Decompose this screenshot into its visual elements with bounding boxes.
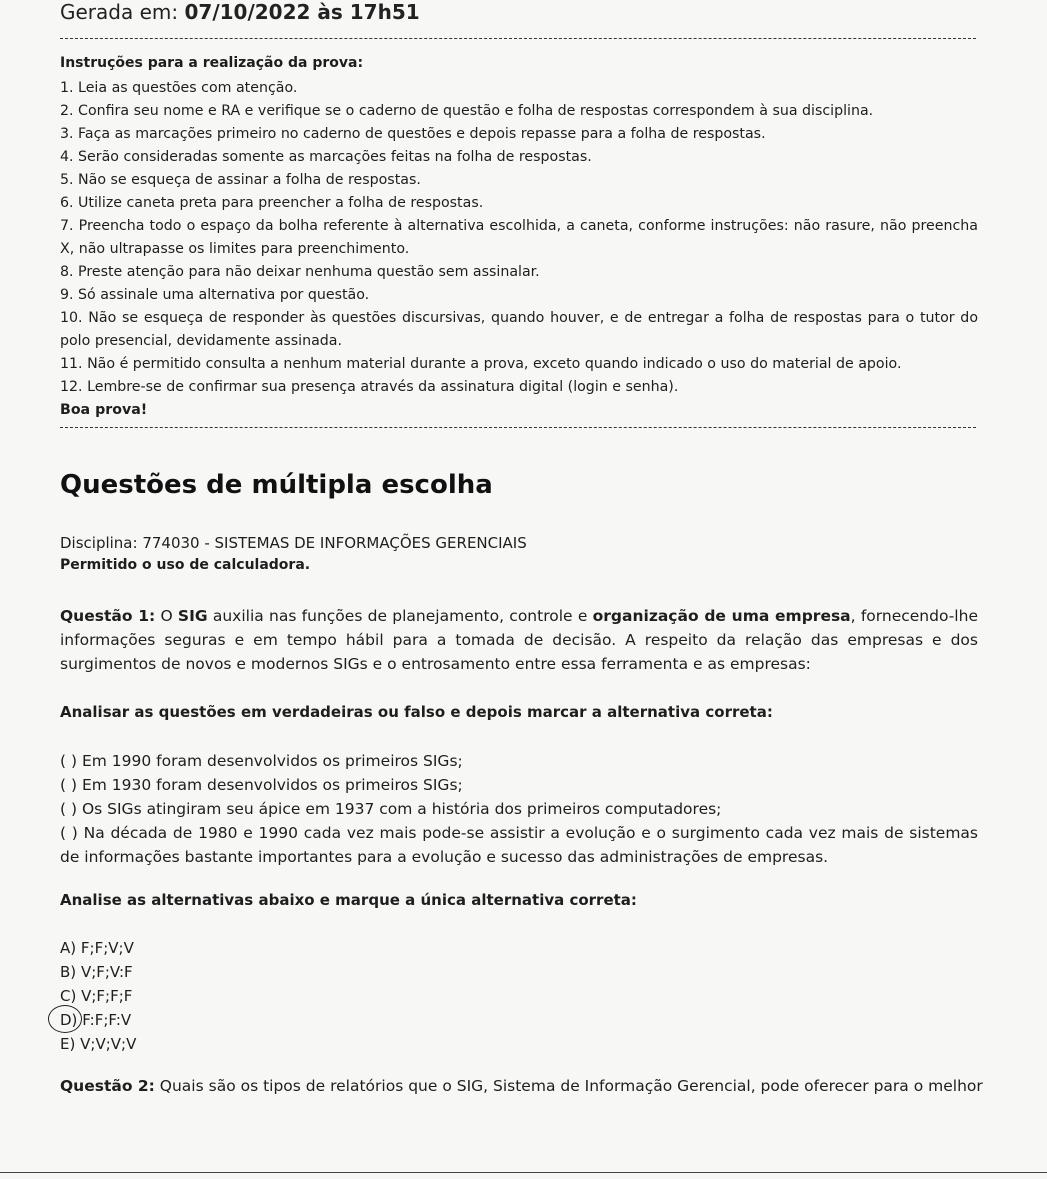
dashed-divider-top: [60, 38, 976, 39]
instruction-item: 10. Não se esqueça de responder às questões discursivas, quando houver, e de entregar a folha de respostas para o tutor do polo presencial, devidamente assinada.: [60, 310, 978, 349]
instruction-item: 4. Serão consideradas somente as marcações feitas na folha de respostas.: [60, 149, 592, 165]
instruction-item: 9. Só assinale uma alternativa por questão.: [60, 287, 370, 303]
true-false-statements: [60, 749, 978, 869]
statement-item: ( ) Em 1990 foram desenvolvidos os primeiros SIGs;: [60, 752, 463, 770]
alternative-c[interactable]: [60, 984, 136, 1008]
instruction-item: 3. Faça as marcações primeiro no caderno de questões e depois repasse para a folha de respostas.: [60, 126, 766, 142]
alternative-letter: D): [60, 1011, 78, 1029]
alternative-letter: E): [60, 1035, 76, 1053]
instruction-item: 7. Preencha todo o espaço da bolha referente à alternativa escolhida, a caneta, conforme instruções: não rasure, não preencha X, não ultrapasse os limites para preenchimento.: [60, 218, 978, 257]
generated-date-line: [60, 0, 420, 24]
calculator-note: Permitido o uso de calculadora.: [60, 557, 311, 573]
alternative-letter: A): [60, 939, 77, 957]
alternative-text: V;F;V:F: [80, 963, 133, 981]
question-2-body: Quais são os tipos de relatórios que o SIG, Sistema de Informação Gerencial, pode oferecer para o melhor: [154, 1077, 983, 1095]
hand-drawn-circle-mark: [48, 1005, 82, 1033]
instruction-item: 5. Não se esqueça de assinar a folha de respostas.: [60, 172, 421, 188]
instruction-item: 8. Preste atenção para não deixar nenhuma questão sem assinalar.: [60, 264, 540, 280]
instruction-item: 12. Lembre-se de confirmar sua presença através da assinatura digital (login e senha).: [60, 379, 679, 395]
statement-item: ( ) Na década de 1980 e 1990 cada vez mais pode-se assistir a evolução e o surgimento cada vez mais de sistemas de informações bastante importantes para a evolução e sucesso das administrações de empresas.: [60, 824, 978, 866]
discipline-line: Disciplina: 774030 - SISTEMAS DE INFORMAÇÕES GERENCIAIS: [60, 534, 527, 552]
alternative-e[interactable]: [60, 1032, 136, 1056]
generated-value: 07/10/2022 às 17h51: [184, 0, 420, 24]
alternative-b[interactable]: [60, 960, 136, 984]
closing-message: Boa prova!: [60, 402, 148, 418]
section-title: Questões de múltipla escolha: [60, 470, 493, 500]
question-1-bold-org: organização de uma empresa: [592, 607, 851, 625]
instructions-list: [60, 77, 978, 422]
alternative-d[interactable]: [60, 1008, 136, 1032]
question-1-label: Questão 1:: [60, 607, 156, 625]
alternatives-list: [60, 936, 136, 1056]
instruction-item: 1. Leia as questões com atenção.: [60, 80, 298, 96]
page-bottom-edge: [0, 1172, 1047, 1173]
question-1-instruction: Analisar as questões em verdadeiras ou falso e depois marcar a alternativa correta:: [60, 703, 773, 721]
statement-item: ( ) Em 1930 foram desenvolvidos os primeiros SIGs;: [60, 776, 463, 794]
instructions-title: Instruções para a realização da prova:: [60, 55, 364, 71]
question-1-part: auxilia nas funções de planejamento, controle e: [207, 607, 593, 625]
question-1-part: , fornecendo-lhe informações seguras e em tempo hábil para a tomada de decisão. A respeito da relação das empresas e dos surgimentos de novos e modernos SIGs e o entrosamento entre essa ferramenta e as empresas:: [60, 607, 978, 673]
instruction-item: 2. Confira seu nome e RA e verifique se o caderno de questão e folha de respostas correspondem à sua disciplina.: [60, 103, 874, 119]
alternative-text: F;F;V;V: [80, 939, 134, 957]
alternative-letter: B): [60, 963, 77, 981]
instruction-item: 6. Utilize caneta preta para preencher a folha de respostas.: [60, 195, 484, 211]
question-1-prompt: Analise as alternativas abaixo e marque a única alternativa correta:: [60, 891, 637, 909]
question-1-text: [60, 604, 978, 676]
instruction-item: 11. Não é permitido consulta a nenhum material durante a prova, exceto quando indicado o uso do material de apoio.: [60, 356, 902, 372]
question-1-part: O: [155, 607, 178, 625]
alternative-text: V;V;V;V: [80, 1035, 137, 1053]
alternative-text: V;F;F;F: [81, 987, 133, 1005]
alternative-letter: C): [60, 987, 77, 1005]
question-2-label: Questão 2:: [60, 1077, 155, 1095]
generated-label: Gerada em:: [60, 0, 179, 24]
alternative-a[interactable]: [60, 936, 136, 960]
question-1-bold-sig: SIG: [177, 607, 208, 625]
alternative-text: F:F;F:V: [82, 1011, 132, 1029]
dashed-divider-bottom: [60, 427, 976, 428]
question-2-text: [60, 1077, 983, 1095]
statement-item: ( ) Os SIGs atingiram seu ápice em 1937 com a história dos primeiros computadores;: [60, 800, 722, 818]
